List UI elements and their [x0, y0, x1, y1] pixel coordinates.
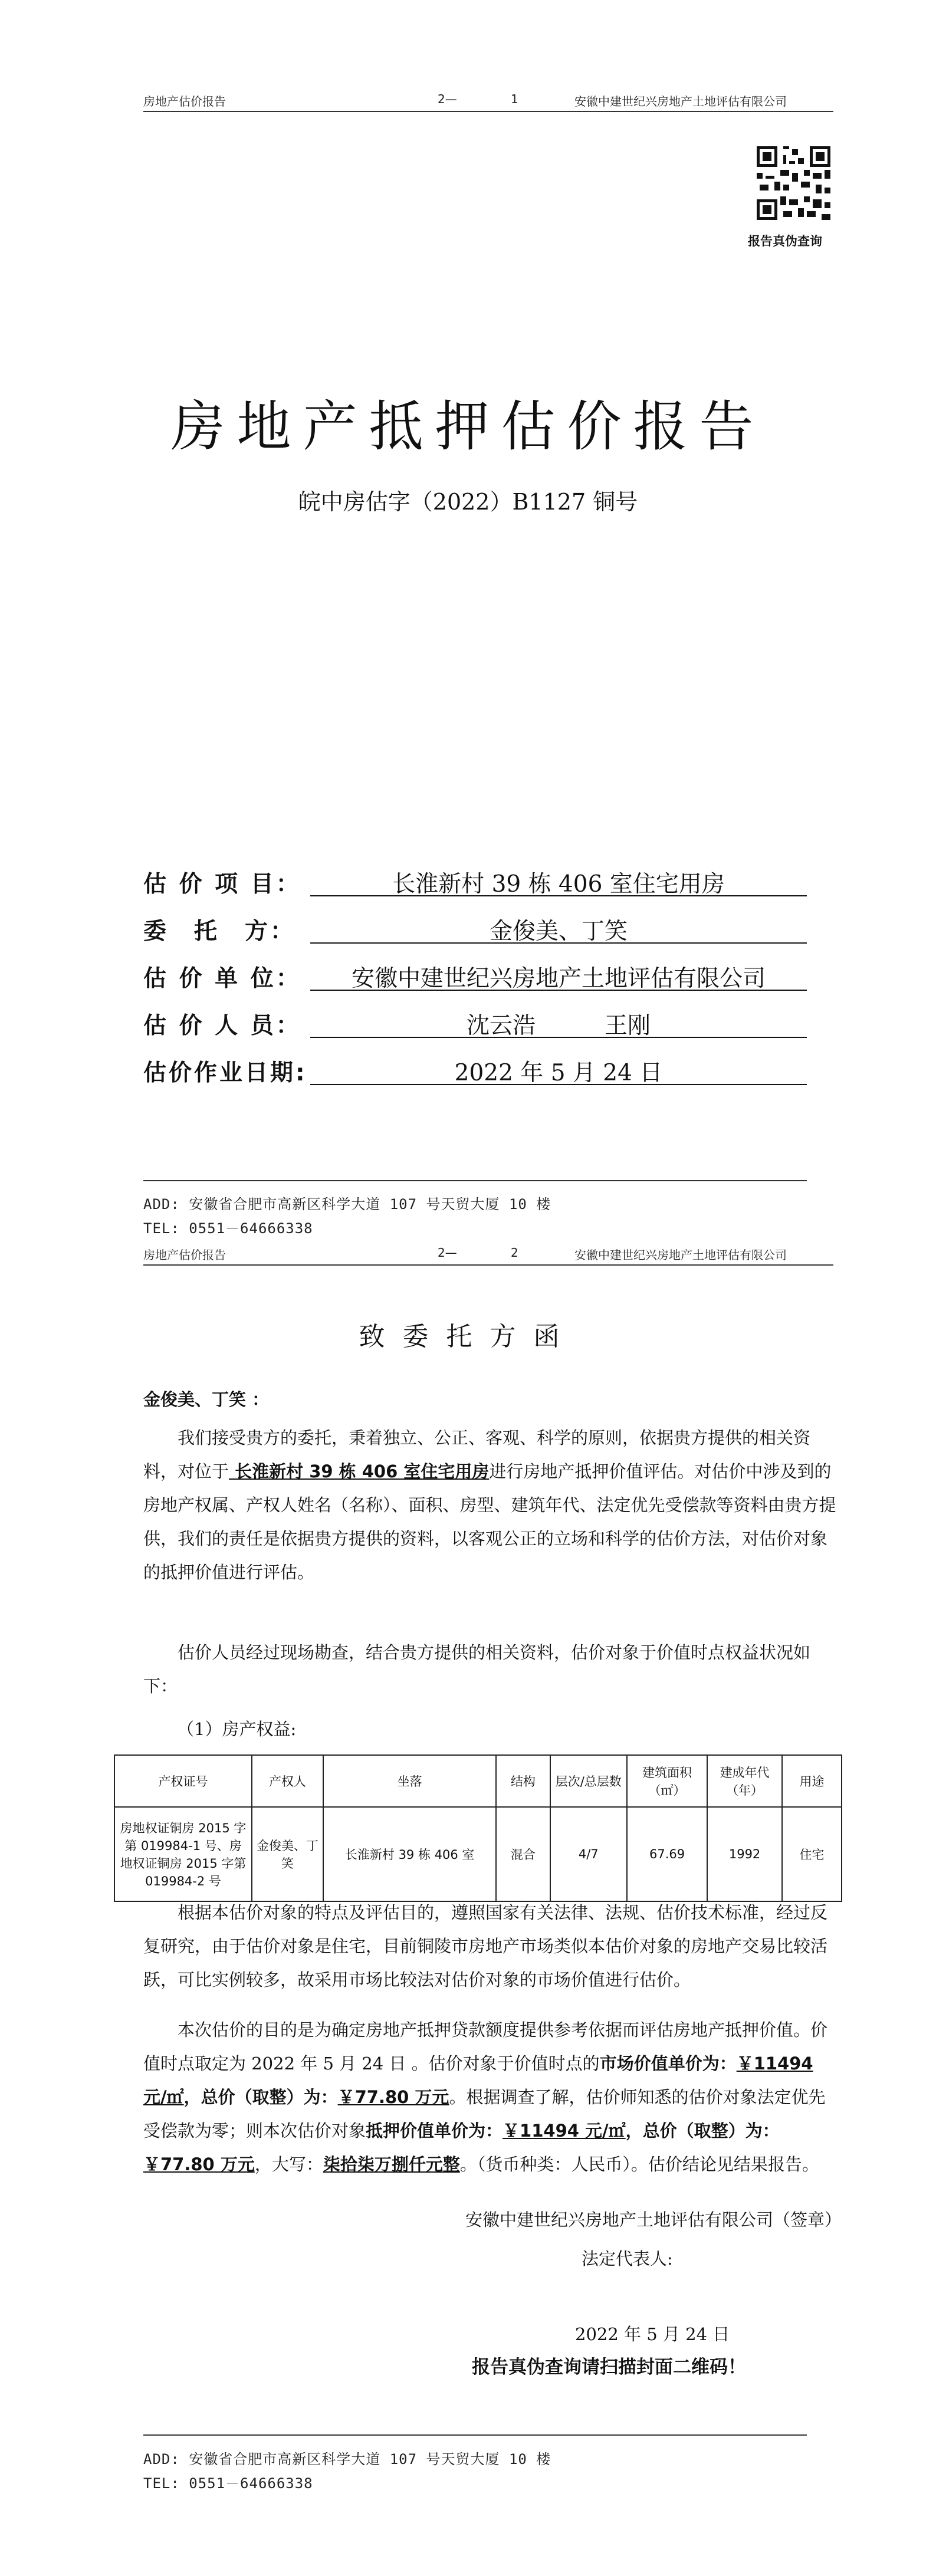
field-work-date-label: 估价作业日期: — [143, 1060, 307, 1086]
page2-footer-tel: TEL: 0551－64666338 — [143, 2475, 313, 2492]
field-project — [143, 866, 807, 899]
page2-header-left: 房地产估价报告 — [143, 1248, 226, 1262]
document-number: 皖中房估字（2022）B1127 铜号 — [298, 489, 638, 515]
qr-caption: 报告真伪查询 — [748, 234, 822, 248]
table-cell: 房地权证铜房 2015 字第 019984-1 号、房地权证铜房 2015 字第 019984-2 号 — [114, 1807, 252, 1901]
field-appraiser-unit-label: 估 价 单 位： — [143, 965, 301, 992]
table-header: 坐落 — [323, 1755, 496, 1807]
page2-header-page-num: 2 — [511, 1246, 518, 1260]
page2-header-rule — [143, 1264, 833, 1266]
property-rights-table — [114, 1754, 842, 1902]
table-row — [114, 1807, 842, 1901]
letter-title: 致委托方函 — [359, 1322, 577, 1352]
field-client — [143, 913, 807, 946]
legal-representative: 法定代表人: — [582, 2249, 673, 2269]
p4-t6: 。根据调查了解，估价师知悉的估价对象法定优先受偿款为零；则本次估价对象 — [143, 2087, 826, 2141]
paragraph-2: 估价人员经过现场勘查，结合贵方提供的相关资料，估价对象于价值时点权益状况如下： — [143, 1642, 811, 1696]
field-appraisers-label: 估 价 人 员： — [143, 1013, 301, 1039]
page2-footer-address: ADD: 安徽省合肥市高新区科学大道 107 号天贸大厦 10 楼 — [143, 2451, 551, 2467]
field-appraisers-value: 沈云浩 王刚 — [310, 1007, 807, 1038]
table-header: 产权人 — [252, 1755, 323, 1807]
p4-amount-in-words: 柒拾柒万捌仟元整 — [323, 2154, 460, 2174]
field-appraiser-unit-value: 安徽中建世纪兴房地产土地评估有限公司 — [310, 960, 807, 991]
table-header: 建成年代（年） — [707, 1755, 782, 1807]
field-work-date-value: 2022 年 5 月 24 日 — [310, 1054, 807, 1085]
table-header: 产权证号 — [114, 1755, 252, 1807]
field-client-value: 金俊美、丁笑 — [310, 913, 807, 944]
table-cell: 67.69 — [627, 1807, 707, 1901]
table-cell: 住宅 — [782, 1807, 842, 1901]
paragraph-1-c: 进行房地产抵押价值评估。对估价中涉及到的房地产权属、产权人姓名（名称）、面积、房型、建筑年代、法定优先受偿款等资料由贵方提供，我们的责任是依据贵方提供的资料，以客观公正的立场和科学的估价方法，对估价对象的抵押价值进行评估。 — [143, 1461, 836, 1582]
table-cell: 混合 — [496, 1807, 550, 1901]
page1-header-left: 房地产估价报告 — [143, 94, 226, 109]
page1-header-rule — [143, 111, 833, 112]
p4-market-unit-label: 市场价值单价为： — [599, 2053, 737, 2074]
report-title: 房地产抵押估价报告 — [170, 395, 766, 458]
p4-mortgage-unit-price: ￥11494 元/㎡ — [503, 2121, 626, 2141]
table-header: 层次/总层数 — [550, 1755, 627, 1807]
p4-t11: ，大写： — [254, 2154, 323, 2174]
page1-footer-tel: TEL: 0551－64666338 — [143, 1220, 313, 1237]
field-appraisers — [143, 1007, 807, 1040]
p4-market-unit-price: ￥11494 元/㎡ — [143, 2053, 813, 2107]
p4-mortgage-unit-label: 抵押价值单价为： — [366, 2121, 503, 2141]
table-cell: 1992 — [707, 1807, 782, 1901]
paragraph-4 — [143, 2013, 842, 2181]
table-header: 用途 — [782, 1755, 842, 1807]
page2-footer-rule — [143, 2434, 807, 2436]
qr-code-icon — [757, 146, 830, 220]
field-appraiser-unit — [143, 960, 807, 993]
signature-company: 安徽中建世纪兴房地产土地评估有限公司（签章） — [465, 2210, 842, 2230]
p4-mortgage-total-label: ，总价（取整）为： — [625, 2121, 780, 2141]
field-client-label: 委 托 方： — [143, 918, 296, 945]
p4-t13: 。（货币种类：人民币）。估价结论见结果报告。 — [459, 2154, 819, 2174]
p4-market-total-price: ￥77.80 万元 — [337, 2087, 449, 2107]
p4-mortgage-total-price: ￥77.80 万元 — [143, 2154, 255, 2174]
field-project-value: 长淮新村 39 栋 406 室住宅用房 — [310, 866, 807, 896]
paragraph-3: 根据本估价对象的特点及评估目的，遵照国家有关法律、法规、估价技术标准，经过反复研究，由于估价对象是住宅，目前铜陵市房地产市场类似本估价对象的房地产交易比较活跃，可比实例较多，故采用市场比较法对估价对象的市场价值进行估价。 — [143, 1903, 828, 1990]
page1-footer-rule — [143, 1180, 807, 1181]
property-address-highlight: 长淮新村 39 栋 406 室住宅用房 — [229, 1461, 490, 1481]
letter-salutation: 金俊美、丁笑 ： — [143, 1389, 270, 1409]
field-project-label: 估 价 项 目： — [143, 871, 301, 898]
page1-header-page-mid: 2— — [438, 92, 457, 106]
page1-footer-address: ADD: 安徽省合肥市高新区科学大道 107 号天贸大厦 10 楼 — [143, 1196, 551, 1213]
page1-header-page-num: 1 — [511, 92, 518, 106]
signature-date: 2022 年 5 月 24 日 — [575, 2324, 730, 2344]
p4-t1: 本次估价的目的是为确定房地产抵押贷款额度提供参考依据而评估房地产抵押价值。价值时点取定为 2022 年 5 月 24 日 。估价对象于价值时点的 — [143, 2020, 828, 2074]
verify-notice: 报告真伪查询请扫描封面二维码！ — [472, 2357, 746, 2378]
page1-header-right: 安徽中建世纪兴房地产土地评估有限公司 — [574, 94, 787, 109]
paragraph-1-a: 我们接受贵方的委托，秉着独立、公正、客观、科学的原则，依据贵方提供的相关资料，对位于 — [143, 1428, 811, 1481]
field-work-date — [143, 1054, 807, 1087]
table-header: 建筑面积（㎡） — [627, 1755, 707, 1807]
paragraph-1 — [143, 1421, 842, 1589]
table-header: 结构 — [496, 1755, 550, 1807]
table-header-row — [114, 1755, 842, 1807]
table-cell: 4/7 — [550, 1807, 627, 1901]
table-cell: 金俊美、丁笑 — [252, 1807, 323, 1901]
page2-header-page-mid: 2— — [438, 1246, 457, 1260]
table-cell: 长淮新村 39 栋 406 室 — [323, 1807, 496, 1901]
p4-market-total-label: ，总价（取整）为： — [183, 2087, 338, 2107]
page2-header-right: 安徽中建世纪兴房地产土地评估有限公司 — [574, 1248, 787, 1262]
section-property-rights: （1）房产权益: — [177, 1719, 297, 1739]
